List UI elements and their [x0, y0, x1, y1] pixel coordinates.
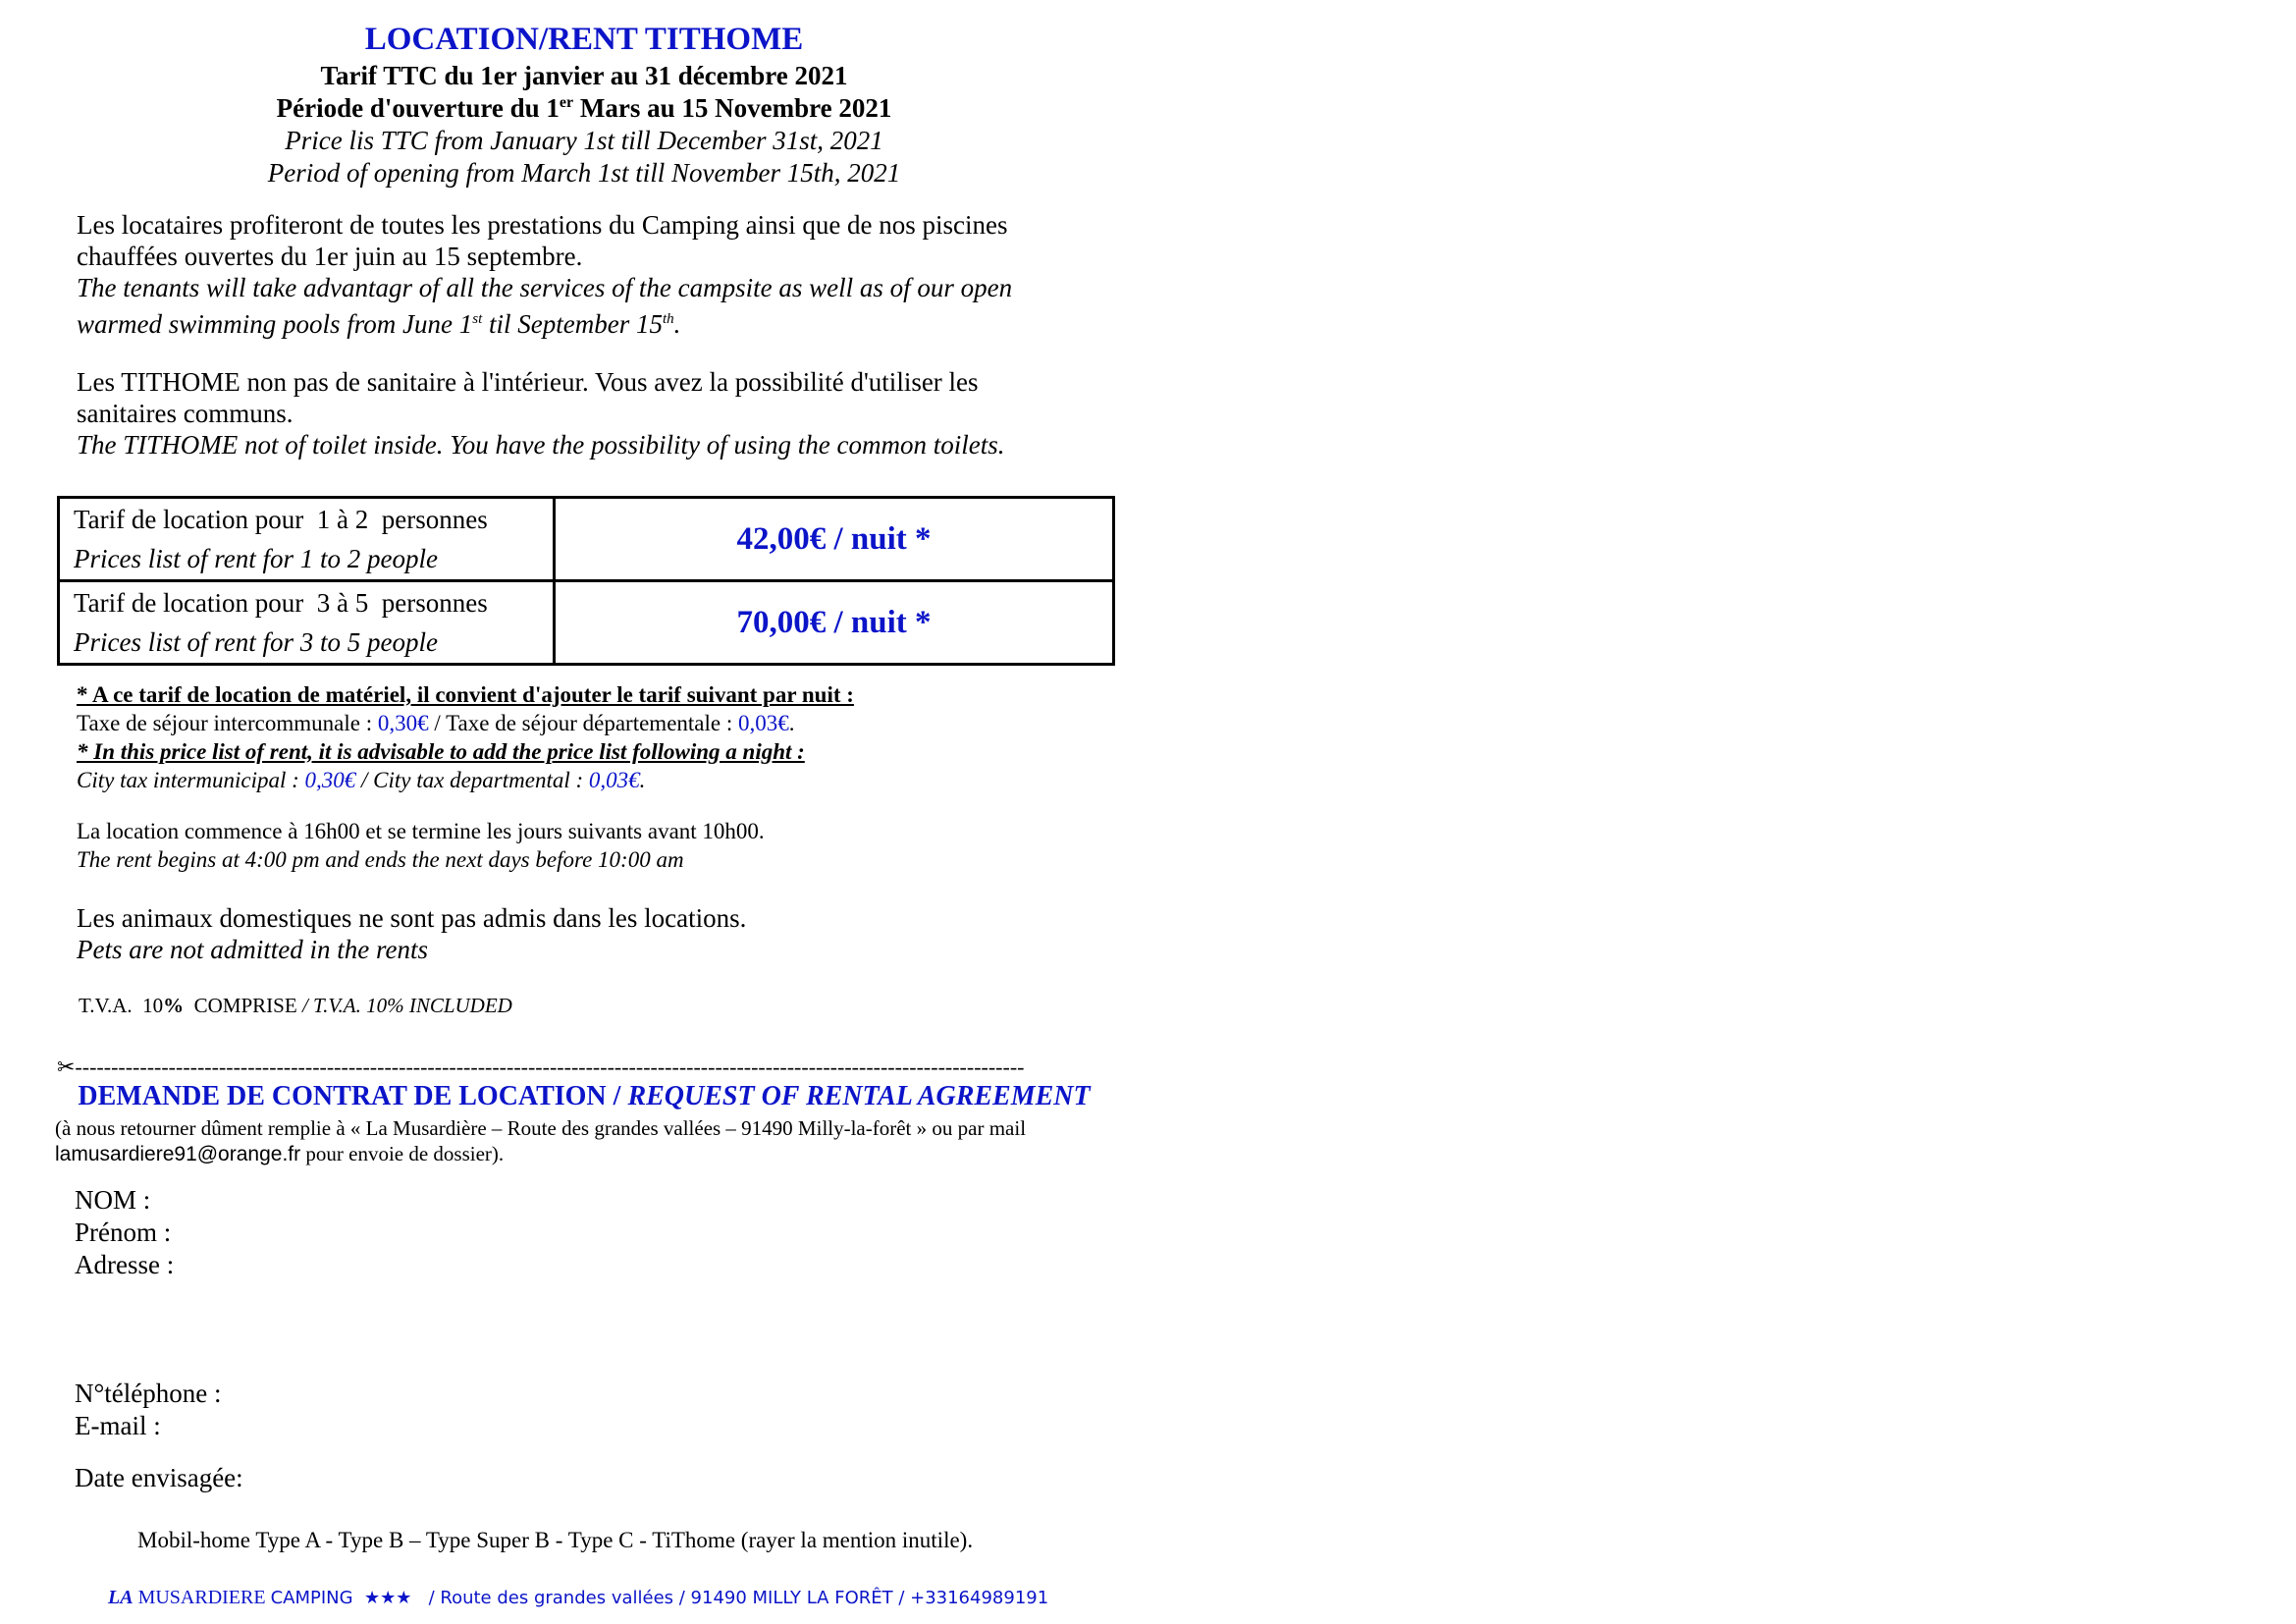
sanitary-en-line1: The TITHOME not of toilet inside. You have the possibility of using the common toilets. [77, 430, 1005, 460]
field-adresse: Adresse : [75, 1250, 175, 1279]
tax-end: . [788, 711, 795, 735]
opening-period-en: Period of opening from March 1st till November 15th, 2021 [267, 158, 901, 188]
star-icon: ★★★ [352, 1588, 423, 1608]
sanitary-fr-line1: Les TITHOME non pas de sanitaire à l'intérieur. Vous avez la possibilité d'utiliser les [77, 367, 979, 397]
field-prenom: Prénom : [75, 1218, 172, 1247]
field-email: E-mail : [75, 1411, 161, 1440]
accommodation-types: Mobil-home Type A - Type B – Type Super B - Type C - TiThome (rayer la mention inutile). [137, 1528, 974, 1552]
opening-fr-text-end: Mars au 15 Novembre 2021 [573, 93, 892, 123]
tax-label-a: Taxe de séjour intercommunale : [77, 711, 378, 735]
field-date: Date envisagée: [75, 1463, 243, 1492]
vat-en: / T.V.A. 10% INCLUDED [296, 994, 512, 1017]
tariff-period-fr: Tarif TTC du 1er janvier au 31 décembre 2021 [320, 61, 848, 90]
vat-percent: % [163, 994, 185, 1017]
intro-en-line1: The tenants will take advantagr of all the services of the campsite as well as of our open [77, 273, 1013, 302]
footer [108, 1587, 1048, 1609]
rate-label-cell [59, 498, 555, 581]
pets-en: Pets are not admitted in the rents [77, 935, 428, 964]
opening-fr-sup: er [559, 94, 574, 111]
tariff-period-en: Price lis TTC from January 1st till December 31st, 2021 [285, 126, 883, 155]
vat-fr-a: T.V.A. 10 [79, 994, 164, 1017]
rate-price: 42,00€ / nuit * [555, 498, 1114, 581]
tax-value-en-a: 0,30€ [304, 768, 356, 792]
hours-fr: La location commence à 16h00 et se termine les jours suivants avant 10h00. [77, 819, 765, 843]
intro-en-sup1: st [472, 311, 483, 327]
intro-fr-line2: chauffées ouvertes du 1er juin au 15 septembre. [77, 242, 583, 271]
vat-line [79, 994, 512, 1018]
pets-fr: Les animaux domestiques ne sont pas admis dans les locations. [77, 903, 747, 933]
intro-en-text-end: . [673, 309, 681, 339]
rate-row-1-2 [59, 498, 1114, 581]
intro-fr-line1: Les locataires profiteront de toutes les prestations du Camping ainsi que de nos piscines [77, 210, 1008, 240]
tax-value-a: 0,30€ [377, 711, 429, 735]
hours-en: The rent begins at 4:00 pm and ends the next days before 10:00 am [77, 847, 684, 872]
intro-en-text: warmed swimming pools from June 1 [77, 309, 473, 339]
sanitary-fr-line2: sanitaires communs. [77, 399, 294, 428]
intro-en-sup2: th [662, 311, 674, 327]
intro-en-line2 [77, 303, 680, 340]
tax-note-en: * In this price list of rent, it is advisable to add the price list following a night : [77, 739, 805, 764]
rates-table [57, 496, 1115, 666]
tax-end-en: . [639, 768, 646, 792]
field-nom: NOM : [75, 1185, 151, 1215]
rate-label-cell [59, 581, 555, 665]
tax-note-fr: * A ce tarif de location de matériel, il convient d'ajouter le tarif suivant par nuit : [77, 682, 854, 707]
scissors-cut-line: ✂------------------------------------------------------------------------------------------------------------------------------------ [57, 1055, 1025, 1079]
tax-label-en-a: City tax intermunicipal : [77, 768, 305, 792]
page-title: LOCATION/RENT TITHOME [364, 22, 804, 57]
tax-line-en [77, 766, 645, 794]
footer-address: / Route des grandes vallées / 91490 MILLY LA FORÊT / +33164989191 [422, 1588, 1049, 1608]
form-title-fr: DEMANDE DE CONTRAT DE LOCATION / [78, 1081, 628, 1111]
rate-label-fr: Tarif de location pour 1 à 2 personnes [74, 505, 488, 534]
form-title-en: REQUEST OF RENTAL AGREEMENT [627, 1081, 1091, 1111]
form-instructions-line1: (à nous retourner dûment remplie à « La Musardière – Route des grandes vallées – 91490 Milly-la-forêt » ou par mail [55, 1116, 1027, 1140]
tax-value-en-b: 0,03€ [588, 768, 640, 792]
footer-la: LA [108, 1587, 133, 1608]
rate-label-fr: Tarif de location pour 3 à 5 personnes [74, 588, 488, 618]
tax-line-fr [77, 709, 795, 737]
form-instructions-line2 [55, 1141, 1026, 1167]
field-telephone: N°téléphone : [75, 1379, 222, 1408]
rate-label-en: Prices list of rent for 1 to 2 people [74, 544, 438, 573]
opening-period-fr [0, 93, 1168, 124]
footer-camping: CAMPING [270, 1588, 353, 1608]
footer-name: MUSARDIERE [133, 1587, 271, 1608]
rate-label-en: Prices list of rent for 3 to 5 people [74, 627, 438, 657]
tax-label-en-b: / City tax departmental : [355, 768, 589, 792]
opening-fr-text: Période d'ouverture du 1 [276, 93, 560, 123]
form-title [0, 1081, 1168, 1112]
form-instructions-end: pour envoie de dossier). [300, 1142, 505, 1165]
intro-en-text-mid: til September 15 [482, 309, 663, 339]
rate-price: 70,00€ / nuit * [555, 581, 1114, 665]
form-instructions [55, 1115, 1026, 1167]
tax-label-b: / Taxe de séjour départementale : [428, 711, 738, 735]
contact-email: lamusardiere91@orange.fr [55, 1143, 301, 1165]
vat-fr-b: COMPRISE [184, 994, 297, 1017]
tax-value-b: 0,03€ [738, 711, 789, 735]
rate-row-3-5 [59, 581, 1114, 665]
